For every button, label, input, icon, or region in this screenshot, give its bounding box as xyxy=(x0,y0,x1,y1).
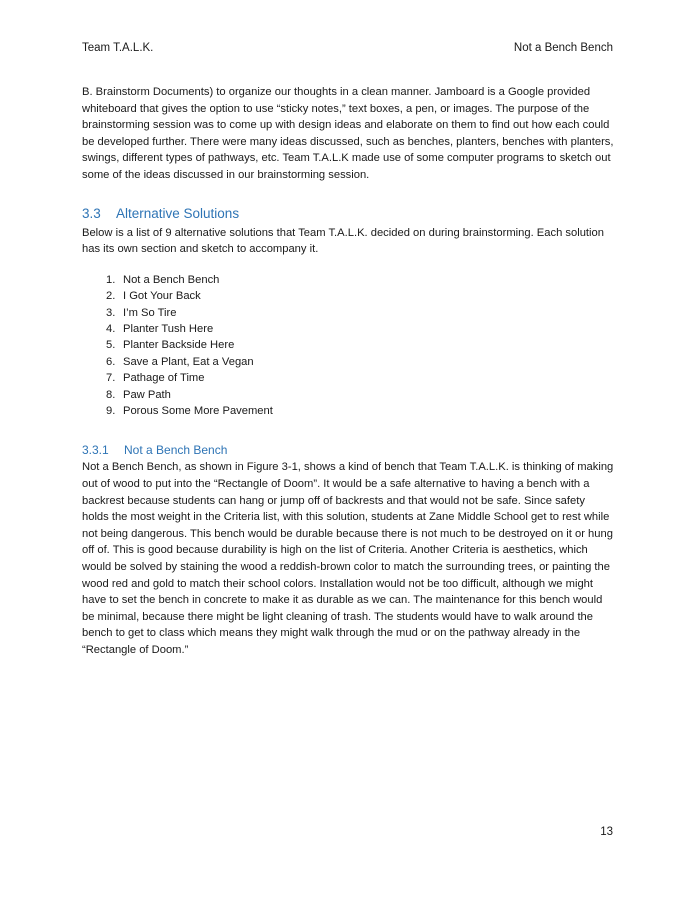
intro-paragraph: B. Brainstorm Documents) to organize our thoughts in a clean manner. Jamboard is a Google provided whiteboard that gives the option to use “sticky notes,” text boxes, a pen, or images. The purpose of the brainstorming session was to come up with design ideas and elaborate on them to find out how each could be developed further. There were many ideas discussed, such as benches, planters, benches with planters, swings, different types of pathways, etc. Team T.A.L.K made use of some computer programs to sketch out some of the ideas discussed in our brainstorming session. xyxy=(82,86,614,181)
list-number: 1. xyxy=(106,273,116,286)
subsection-number: 3.3.1 xyxy=(82,443,109,458)
list-text: Paw Path xyxy=(123,388,171,401)
list-item xyxy=(82,321,614,337)
header-doc-title: Not a Bench Bench xyxy=(513,42,613,54)
list-text: I’m So Tire xyxy=(123,306,177,319)
list-item xyxy=(82,387,614,403)
list-text: Planter Tush Here xyxy=(123,322,214,335)
list-text: Planter Backside Here xyxy=(123,339,235,352)
page-header xyxy=(82,42,613,54)
list-item xyxy=(82,403,614,419)
list-item xyxy=(82,305,614,321)
list-item xyxy=(82,354,614,370)
alternative-solutions-list xyxy=(82,272,614,420)
list-item xyxy=(82,370,614,386)
list-text: Save a Plant, Eat a Vegan xyxy=(123,355,254,368)
list-text: Not a Bench Bench xyxy=(123,273,220,286)
section-title: Alternative Solutions xyxy=(116,205,240,221)
list-text: Pathage of Time xyxy=(123,372,205,385)
subsection-3-3-1-paragraph: Not a Bench Bench, as shown in Figure 3-1, shows a kind of bench that Team T.A.L.K. is thinking of making out of wood to put into the “Rectangle of Doom”. It would be a safe alternative to having a bench with a backrest because students can hang or jump off of backrests and that would not be safe. Since safety holds the most weight in the Criteria list, with this solution, students at Zane Middle School get to rest while not being dangerous. This bench would be durable because there is not much to be destroyed on it or hung off of. This is good because durability is high on the list of Criteria. Another Criteria is aesthetics, which would be solved by staining the wood a reddish-brown color to match the surrounding trees, or painting the wood red and gold to match their school colors. Installation would not be too difficult, although we might have to set the bench in concrete to make it as durable as we can. The maintenance for this bench would be minimal, because there might be light cleaning of trash. The students would have to walk around the bench to get to class which means they might walk through the mud or on the pathway already in the “Rectangle of Doom.” xyxy=(82,461,614,656)
header-team-name: Team T.A.L.K. xyxy=(82,42,154,54)
section-number: 3.3 xyxy=(82,205,101,221)
list-item xyxy=(82,272,614,288)
list-number: 2. xyxy=(106,290,116,303)
list-text: Porous Some More Pavement xyxy=(123,405,273,417)
list-item xyxy=(82,288,614,304)
subsection-heading-3-3-1 xyxy=(82,442,614,459)
list-number: 6. xyxy=(106,355,116,368)
list-number: 3. xyxy=(106,306,116,319)
subsection-title: Not a Bench Bench xyxy=(124,443,228,458)
list-item xyxy=(82,337,614,353)
page-content xyxy=(82,84,614,659)
list-number: 4. xyxy=(106,322,116,335)
list-text: I Got Your Back xyxy=(123,290,201,303)
section-3-3-paragraph: Below is a list of 9 alternative solutions that Team T.A.L.K. decided on during brainstorming. Each solution has its own section and sketch to accompany it. xyxy=(82,226,604,256)
list-number: 5. xyxy=(106,339,116,352)
section-heading-3-3 xyxy=(82,205,614,223)
page-number: 13 xyxy=(600,826,613,838)
list-number: 7. xyxy=(106,372,116,385)
list-number: 9. xyxy=(106,405,116,417)
list-number: 8. xyxy=(106,388,116,401)
